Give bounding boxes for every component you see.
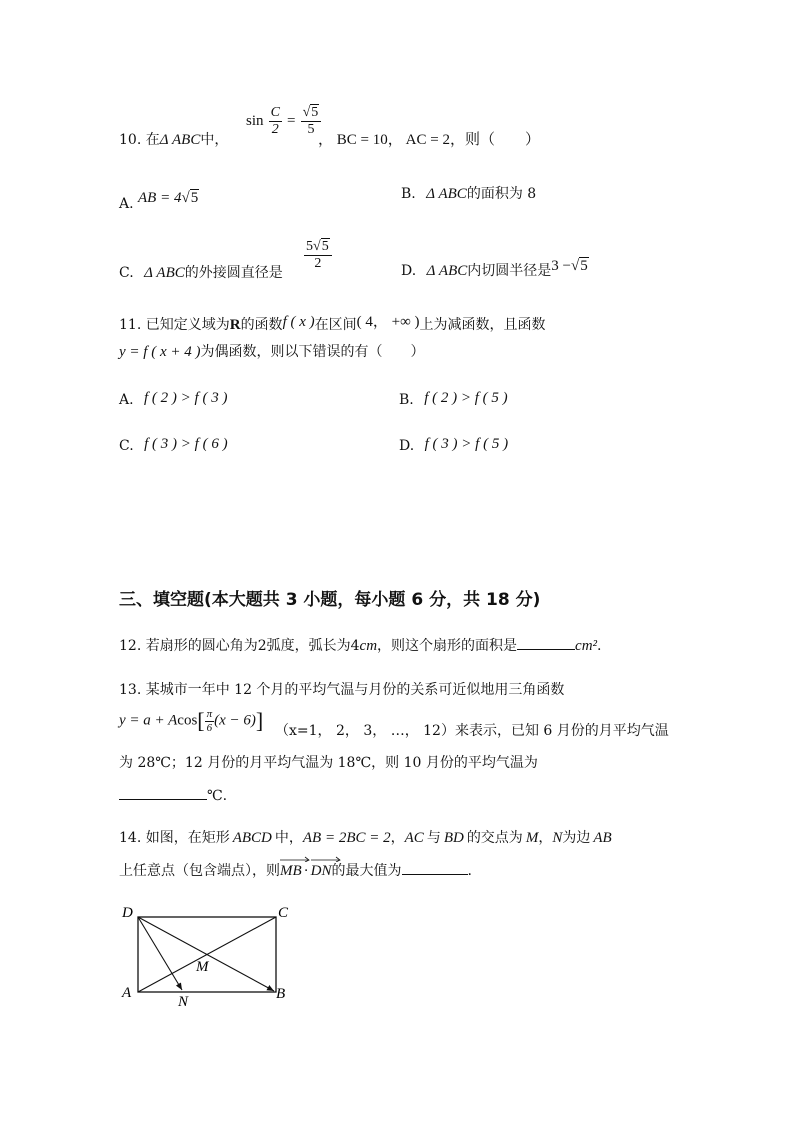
option-math: f ( 3 ) > f ( 5 ) [424, 436, 509, 452]
c-over-2 [269, 106, 282, 137]
interval: ( 4， +∞ ) [356, 314, 420, 330]
q11-option-b [399, 389, 508, 409]
q11-text-d: 上为减函数，且函数 [419, 317, 546, 333]
q14-text-g: 的最大值为 [331, 863, 402, 879]
q14-text-e: 为边 [562, 830, 591, 846]
comma: ， [538, 830, 553, 846]
option-label: C. [119, 265, 134, 281]
q12-text-a: 12. 若扇形的圆心角为2弧度，弧长为4 [119, 638, 360, 654]
q13-formula [119, 708, 263, 734]
q13-line3: 为 28℃；12 月份的月平均气温为 18℃，则 10 月份的平均气温为 [119, 755, 538, 771]
label-n: N [178, 994, 189, 1010]
option-math: f ( 2 ) > f ( 3 ) [144, 390, 228, 406]
option-label: B. [399, 392, 414, 408]
option-label: A. [119, 392, 134, 408]
q10-sin-formula [246, 106, 321, 137]
option-a-math: AB = 4 [138, 190, 182, 206]
label-a: A [122, 985, 132, 1001]
vector-arrow-icon [311, 856, 341, 862]
label-d: D [122, 905, 133, 921]
sqrt-sign: √5 [570, 258, 588, 274]
frac-den-5: 5 [307, 122, 315, 137]
option-b-text: 的面积为 8 [466, 186, 537, 202]
three-minus: 3 − [551, 258, 571, 274]
ab-eq: AB = 2BC = 2 [302, 830, 391, 846]
q11-text-a: 11. 已知定义域为 [119, 317, 230, 333]
left-bracket: [ [197, 708, 205, 733]
q10-option-a [119, 189, 199, 213]
pi-over-6 [205, 709, 215, 734]
label-m: M [196, 959, 209, 975]
q14-line1 [119, 829, 612, 847]
vector-arrow-icon [280, 856, 310, 862]
dn: DN [310, 863, 332, 879]
q11-line2 [119, 343, 424, 361]
mb: MB [280, 863, 302, 879]
option-c-text: 的外接圆直径是 [184, 265, 283, 281]
q10-conditions [318, 131, 540, 149]
cos: cos [177, 712, 198, 729]
triangle-abc: Δ ABC [426, 186, 467, 202]
frac-num-root5: √5 [301, 106, 322, 122]
celsius-unit: ℃. [207, 788, 228, 804]
answer-blank[interactable] [119, 799, 207, 800]
answer-blank[interactable] [517, 649, 575, 650]
label-b: B [276, 986, 286, 1002]
triangle-abc: Δ ABC [426, 263, 468, 279]
frac-den: 2 [314, 256, 322, 271]
six: 6 [206, 721, 213, 734]
q11-option-c [119, 435, 228, 455]
abcd: ABCD [232, 830, 272, 846]
frac-den-2: 2 [271, 122, 279, 137]
formula-prefix: y = a + A [119, 712, 178, 729]
equals: = [287, 113, 296, 129]
option-label: D. [399, 438, 415, 454]
period: . [467, 863, 472, 879]
option-label: D. [401, 263, 417, 279]
q11-option-d [399, 435, 508, 455]
option-math: f ( 3 ) > f ( 6 ) [144, 436, 228, 452]
5root5-over-2 [304, 240, 332, 271]
right-bracket: ] [255, 708, 264, 733]
q14-line2 [119, 862, 472, 880]
answer-blank[interactable] [402, 874, 468, 875]
comma: ， [390, 830, 405, 846]
q10-stem [119, 131, 228, 149]
option-label: C. [119, 438, 134, 454]
section-heading: 三、填空题(本大题共 3 小题，每小题 6 分，共 18 分) [119, 590, 541, 610]
cm2-unit: cm² [575, 638, 598, 654]
y-eq-f-x-plus-4: y = f ( x + 4 ) [119, 344, 201, 360]
radicand: 5 [190, 190, 199, 206]
q14-text-b: 中， [274, 830, 303, 846]
q10-option-c [119, 264, 283, 282]
vector-dn-line [138, 917, 182, 990]
cm-unit: cm [359, 638, 378, 654]
option-d-text: 内切圆半径是 [467, 263, 552, 279]
real-set: R [229, 317, 241, 333]
q10-option-d [401, 257, 589, 280]
vector-dn [311, 862, 332, 880]
q14-text-d: 的交点为 [466, 830, 523, 846]
n: N [552, 830, 563, 846]
rectangle-figure [112, 900, 302, 1012]
ac: AC [404, 830, 424, 846]
q14-text-f: 上任意点（包含端点），则 [119, 863, 280, 879]
q10-c-fraction [304, 240, 332, 271]
q10-cond: ， BC = 10， AC = 2，则（ ） [318, 132, 540, 148]
radicand: 5 [311, 105, 319, 120]
vector-db [138, 917, 274, 991]
q12 [119, 637, 601, 655]
ab: AB [593, 830, 612, 846]
q10-number: 10. 在 [119, 132, 160, 148]
label-c: C [278, 905, 289, 921]
q11-option-a [119, 389, 227, 409]
q13-line4 [119, 787, 227, 805]
option-math: f ( 2 ) > f ( 5 ) [424, 390, 508, 406]
triangle-abc: Δ ABC [144, 265, 185, 281]
fx: f ( x ) [282, 314, 315, 330]
radicand: 5 [580, 258, 588, 274]
vector-mb [280, 862, 302, 880]
radicand: 5 [321, 239, 329, 254]
yu: 与 [426, 830, 441, 846]
q11-line1 [119, 313, 546, 334]
option-label: A. [119, 196, 134, 212]
q10-option-b [401, 185, 536, 203]
q14-text-a: 14. 如图，在矩形 [119, 830, 230, 846]
q11-text-e: 为偶函数，则以下错误的有（ ） [200, 344, 425, 360]
q10-zhong: 中， [200, 132, 229, 148]
frac-num-c: C [270, 105, 280, 120]
sin-label: sin [246, 113, 264, 129]
option-label: B. [401, 186, 416, 202]
coef: 5 [306, 239, 313, 254]
q13-paren: （x=1， 2， 3， …， 12）来表示，已知 6 月份的月平均气温 [275, 723, 669, 739]
q11-text-b: 的函数 [240, 317, 283, 333]
x-minus-6: (x − 6) [214, 712, 256, 729]
q11-text-c: 在区间 [314, 317, 357, 333]
dot-op: · [303, 863, 309, 879]
frac-num: 5√5 [304, 240, 332, 256]
sqrt-sign: √5 [181, 190, 199, 206]
q13-line1: 13. 某城市一年中 12 个月的平均气温与月份的关系可近似地用三角函数 [119, 682, 565, 698]
period: . [597, 638, 602, 654]
pi: π [206, 707, 213, 720]
m: M [525, 830, 539, 846]
triangle-abc: Δ ABC [159, 132, 201, 148]
bd: BD [443, 830, 464, 846]
q12-text-b: ，则这个扇形的面积是 [377, 638, 518, 654]
